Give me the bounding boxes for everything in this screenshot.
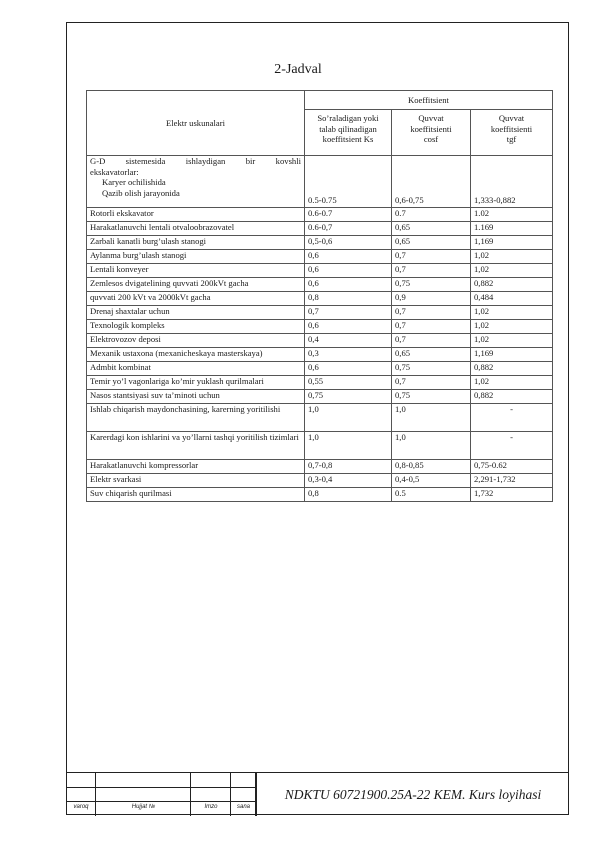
table-row [87,236,553,250]
equipment-cell: Ishlab chiqarish maydonchasining, karerning yoritilishi [87,404,305,432]
ks-cell: 1,0 [305,432,392,460]
ks-cell: 0,7-0,8 [305,460,392,474]
ks-cell: 0.5-0.75 [305,156,392,208]
table-row [87,432,553,460]
table-row [87,222,553,236]
cos-cell: 0,7 [392,306,471,320]
cos-cell: 0,75 [392,278,471,292]
tg-cell: 1,732 [471,488,553,502]
tg-cell: 0,882 [471,390,553,404]
cos-cell: 1,0 [392,404,471,432]
tg-cell: 1.169 [471,222,553,236]
tg-cell: - [471,404,553,432]
table-row [87,306,553,320]
table-row [87,156,553,208]
cos-cell: 0,8-0,85 [392,460,471,474]
stamp-label-document: Hujjat № [131,804,156,810]
equipment-cell: Texnologik kompleks [87,320,305,334]
title-block [66,772,569,815]
equipment-cell: Aylanma burg’ulash stanogi [87,250,305,264]
table-row [87,278,553,292]
equipment-cell: Mexanik ustaxona (mexanicheskaya masterskaya) [87,348,305,362]
cos-cell: 0,9 [392,292,471,306]
table-row [87,250,553,264]
equipment-cell: Harakatlanuvchi kompressorlar [87,460,305,474]
tg-cell: 1,02 [471,376,553,390]
tg-cell: 1,02 [471,306,553,320]
cos-cell: 0,7 [392,250,471,264]
table-row [87,404,553,432]
cos-cell: 0,65 [392,236,471,250]
cos-cell: 0,75 [392,362,471,376]
table-row [87,264,553,278]
tg-cell: 0,882 [471,278,553,292]
equipment-cell: Nasos stantsiyasi suv ta’minoti uchun [87,390,305,404]
cos-cell: 0.5 [392,488,471,502]
ks-cell: 0,3-0,4 [305,474,392,488]
ks-cell: 0,6 [305,278,392,292]
table-row [87,474,553,488]
table-row [87,376,553,390]
cos-cell: 0,7 [392,320,471,334]
table-row [87,362,553,376]
equipment-cell: Elektrovozov deposi [87,334,305,348]
tg-cell: 1,02 [471,334,553,348]
table-row [87,460,553,474]
tg-cell: 1,02 [471,320,553,334]
cos-cell: 1,0 [392,432,471,460]
equipment-cell: Harakatlanuvchi lentali otvaloobrazovatel [87,222,305,236]
cos-cell: 0,7 [392,334,471,348]
cos-cell: 0,7 [392,376,471,390]
ks-cell: 0,55 [305,376,392,390]
ks-cell: 0,3 [305,348,392,362]
ks-cell: 0,4 [305,334,392,348]
table-row [87,348,553,362]
header-cos: Quvvat koeffitsienti cosf [392,110,471,156]
stamp-label-sheet: varoq [73,804,89,810]
table-row [87,292,553,306]
ks-cell: 0,8 [305,488,392,502]
equipment-cell: Lentali konveyer [87,264,305,278]
table-row [87,334,553,348]
ks-cell: 0,75 [305,390,392,404]
equipment-cell: Karerdagi kon ishlarini va yo’llarni tashqi yoritilish tizimlari [87,432,305,460]
tg-cell: 1,169 [471,348,553,362]
ks-cell: 0,7 [305,306,392,320]
ks-cell: 0,6 [305,264,392,278]
cos-cell: 0,65 [392,348,471,362]
cos-cell: 0,75 [392,390,471,404]
tg-cell: 1.02 [471,208,553,222]
ks-cell: 0,6 [305,320,392,334]
table-row [87,208,553,222]
header-equipment: Elektr uskunalari [87,91,305,156]
tg-cell: 1,02 [471,264,553,278]
header-tg: Quvvat koeffitsienti tgf [471,110,553,156]
tg-cell: - [471,432,553,460]
tg-cell: 1,02 [471,250,553,264]
table-title: 2-Jadval [274,62,322,77]
header-coefficient: Koeffitsient [305,91,553,110]
tg-cell: 0,882 [471,362,553,376]
ks-cell: 0,6 [305,362,392,376]
tg-cell: 2,291-1,732 [471,474,553,488]
ks-cell: 1,0 [305,404,392,432]
coefficient-table [86,90,553,502]
ks-cell: 0.6-0,7 [305,222,392,236]
equipment-cell: Suv chiqarish qurilmasi [87,488,305,502]
cos-cell: 0,4-0,5 [392,474,471,488]
equipment-cell: Admbit kombinat [87,362,305,376]
table-row [87,488,553,502]
equipment-cell: Elektr svarkasi [87,474,305,488]
tg-cell: 0,75-0.62 [471,460,553,474]
table-row [87,320,553,334]
cos-cell: 0,6-0,75 [392,156,471,208]
ks-cell: 0,8 [305,292,392,306]
equipment-cell: G-D sistemesida ishlaydigan bir kovshli ekskavatorlar: Karyer ochilishida Qazib olish jarayonida [87,156,305,208]
equipment-cell: Drenaj shaxtalar uchun [87,306,305,320]
equipment-cell: Rotorli ekskavator [87,208,305,222]
ks-cell: 0,6 [305,250,392,264]
tg-cell: 1,169 [471,236,553,250]
equipment-cell: Temir yo’l vagonlariga ko’mir yuklash qurilmalari [87,376,305,390]
equipment-cell: quvvati 200 kVt va 2000kVt gacha [87,292,305,306]
stamp-label-date: sana [236,804,250,810]
tg-cell: 0,484 [471,292,553,306]
table-row [87,390,553,404]
tg-cell: 1,333-0,882 [471,156,553,208]
cos-cell: 0.7 [392,208,471,222]
header-ks: So’raladigan yoki talab qilinadigan koeffitsient Ks [305,110,392,156]
ks-cell: 0.6-0.7 [305,208,392,222]
equipment-cell: Zemlesos dvigatelining quvvati 200kVt gacha [87,278,305,292]
stamp-label-signature: Imzo [204,804,218,810]
ks-cell: 0,5-0,6 [305,236,392,250]
cos-cell: 0,65 [392,222,471,236]
equipment-cell: Zarbali kanatli burg’ulash stanogi [87,236,305,250]
cos-cell: 0,7 [392,264,471,278]
document-title: NDKTU 60721900.25A-22 KEM. Kurs loyihasi [256,773,569,816]
